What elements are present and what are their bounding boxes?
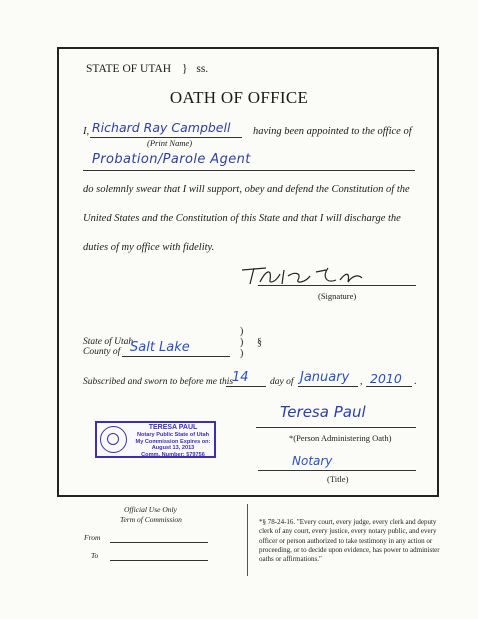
handwritten-office: Probation/Parole Agent (92, 152, 251, 167)
state-header (86, 63, 208, 75)
administrator-line (256, 427, 416, 428)
month-line (298, 386, 358, 387)
state-label: STATE OF UTAH (86, 63, 172, 75)
stamp-text (131, 424, 215, 458)
handwritten-year: 2010 (370, 371, 402, 386)
appointed-text: having been appointed to the office of (253, 126, 412, 137)
notary-seal-icon (100, 426, 127, 453)
notary-stamp (95, 421, 216, 458)
print-name-label: (Print Name) (147, 138, 193, 148)
pronoun-i: I, (83, 126, 90, 137)
signature-label: (Signature) (318, 291, 357, 301)
oath-body-line-2: United States and the Constitution of this State and that I will discharge the (83, 213, 401, 224)
ss-label: ss. (196, 63, 209, 75)
subscribed-text: Subscribed and sworn to before me this (83, 377, 234, 387)
title-label: (Title) (327, 474, 349, 484)
date-period: . (414, 376, 417, 387)
state-of-utah-label: State of Utah (83, 337, 134, 347)
paren-2: ) (240, 337, 244, 348)
handwritten-month: January (300, 370, 350, 385)
paren-1: ) (240, 326, 244, 337)
stamp-name: TERESA PAUL (148, 424, 198, 431)
oath-body-line-3: duties of my office with fidelity. (83, 242, 215, 253)
county-line (122, 356, 230, 357)
county-label: County of (83, 347, 121, 357)
handwritten-administrator-signature: Teresa Paul (280, 403, 366, 421)
official-use-label: Official Use Only (124, 505, 177, 514)
from-line (110, 542, 208, 543)
administrator-label: *(Person Administering Oath) (289, 433, 392, 443)
to-line (110, 560, 208, 561)
day-of-text: day of (270, 377, 294, 387)
stamp-line-2: My Commission Expires on: (135, 438, 211, 445)
handwritten-county: Salt Lake (130, 340, 190, 355)
title-line (258, 470, 416, 471)
section-symbol: § (257, 337, 262, 348)
header-brace: } (181, 63, 188, 75)
page-title: OATH OF OFFICE (169, 88, 309, 107)
handwritten-name: Richard Ray Campbell (92, 120, 231, 135)
to-label: To (91, 551, 99, 560)
handwritten-title: Notary (292, 454, 333, 468)
date-comma: , (360, 376, 363, 387)
from-label: From (84, 533, 101, 542)
stamp-line-4: Comm. Number: 579756 (141, 451, 205, 458)
stamp-line-3: August 13, 2013 (151, 445, 195, 452)
oath-body-line-1: do solemnly swear that I will support, obey and defend the Constitution of the (83, 184, 410, 195)
paren-3: ) (240, 348, 244, 359)
year-line (366, 386, 412, 387)
office-line (83, 170, 415, 171)
term-of-commission-label: Term of Commission (120, 515, 182, 524)
handwritten-day: 14 (232, 370, 249, 385)
signature-line (258, 285, 416, 286)
statute-footnote: *§ 78-24-16. "Every court, every judge, every clerk and deputy clerk of any court, every justice, every notary public, and every officer or person authorized to take testimony in any action or proceeding, or to decide upon evidence, has power to administer oaths or affirmations." (259, 518, 440, 564)
stamp-line-1: Notary Public State of Utah (136, 432, 210, 438)
day-line (226, 386, 266, 387)
footer-divider (247, 504, 248, 576)
